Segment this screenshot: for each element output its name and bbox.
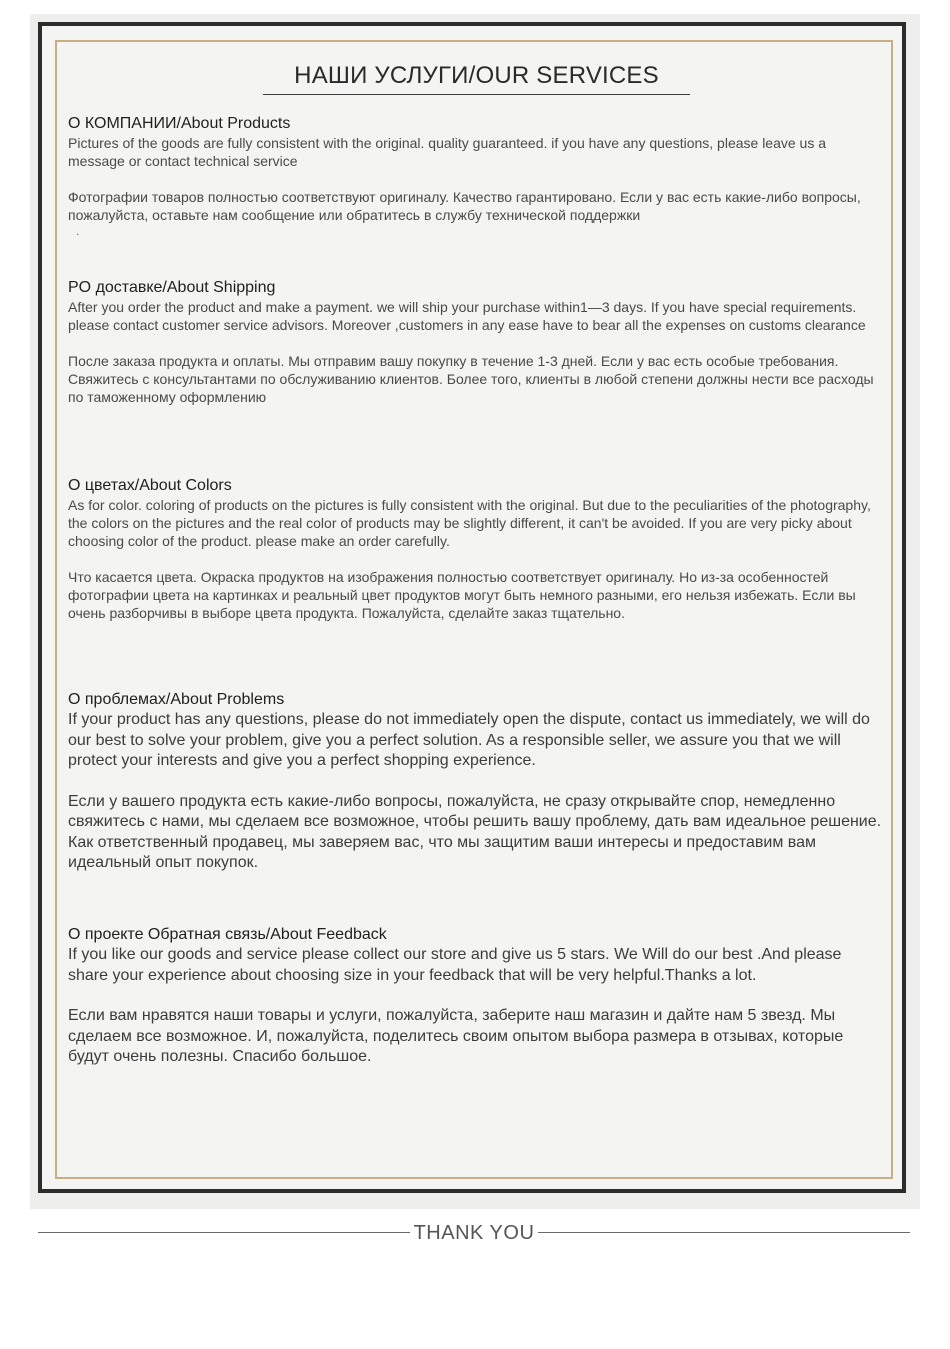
section-heading: О проблемах/About Problems xyxy=(68,691,285,708)
section-text-en: As for color. coloring of products on the pictures is fully consistent with the original. But due to the peculiarities of the photography, the colors on the pictures and the real color of products may be slightly different, it can't be avoided. If you are very picky about choosing color of the product. please make an order carefully. xyxy=(68,497,871,549)
section-heading: О цветах/About Colors xyxy=(68,477,232,494)
section-about-feedback xyxy=(68,925,884,1068)
divider-right xyxy=(538,1232,910,1233)
page-title-container xyxy=(263,58,690,95)
page-title: НАШИ УСЛУГИ/OUR SERVICES xyxy=(294,62,659,89)
section-heading: О проекте Обратная связь/About Feedback xyxy=(68,926,387,943)
thank-you-footer xyxy=(38,1220,910,1246)
section-text-ru: Если у вашего продукта есть какие-либо вопросы, пожалуйста, не сразу открывайте спор, немедленно свяжитесь с нами, мы сделаем все возможное, чтобы решить вашу проблему, дать вам идеальное решение. Как ответственный продавец, мы заверяем вас, что мы защитим ваши интересы и предоставим вам идеальный опыт покупок. xyxy=(68,792,882,871)
section-heading: PO доставке/About Shipping xyxy=(68,279,276,296)
section-about-colors xyxy=(68,476,884,622)
section-text-ru: Если вам нравятся наши товары и услуги, пожалуйста, заберите наш магазин и дайте нам 5 звезд. Мы сделаем все возможное. И, пожалуйста, поделитесь своим опытом выбора размера в отзывах, которые будут очень полезны. Спасибо большое. xyxy=(68,1007,844,1065)
section-text-en: After you order the product and make a payment. we will ship your purchase within1—3 days. If you have special requirements. please contact customer service advisors. Moreover ,customers in any ease have to bear all the expenses on customs clearance xyxy=(68,299,866,333)
section-heading: О КОМПАНИИ/About Products xyxy=(68,115,291,132)
section-text-en: If you like our goods and service please collect our store and give us 5 stars. We Will do our best .And please share your experience about choosing size in your feedback that will be very helpful.Thanks a lot. xyxy=(68,946,842,984)
section-text-en: If your product has any questions, please do not immediately open the dispute, contact us immediately, we will do our best to solve your problem, give you a perfect solution. As a responsible seller, we assure you that we will protect your interests and give you a perfect shopping experience. xyxy=(68,711,870,769)
section-about-products xyxy=(68,114,884,238)
section-text-ru: После заказа продукта и оплаты. Мы отправим вашу покупку в течение 1-3 дней. Если у вас есть особые требования. Свяжитесь с консультантами по обслуживанию клиентов. Более того, клиенты в любой степени должны нести все расходы по таможенному оформлению xyxy=(68,353,874,405)
section-extra-mark: . xyxy=(76,224,80,238)
thank-you-text: THANK YOU xyxy=(413,1222,535,1244)
section-about-shipping xyxy=(68,278,884,406)
section-text-ru: Что касается цвета. Окраска продуктов на изображения полностью соответствует оригиналу. Но из-за особенностей фотографии цвета на картинках и реальный цвет продуктов могут быть немного разными, его нельзя избежать. Если вы очень разборчивы в выборе цвета продукта. Пожалуйста, сделайте заказ тщательно. xyxy=(68,569,856,621)
section-about-problems xyxy=(68,690,884,874)
divider-left xyxy=(38,1232,410,1233)
section-text-en: Pictures of the goods are fully consistent with the original. quality guaranteed. if you have any questions, please leave us a message or contact technical service xyxy=(68,135,827,169)
section-text-ru: Фотографии товаров полностью соответствуют оригиналу. Качество гарантировано. Если у вас есть какие-либо вопросы, пожалуйста, оставьте нам сообщение или обратитесь в службу технической поддержки xyxy=(68,189,861,223)
